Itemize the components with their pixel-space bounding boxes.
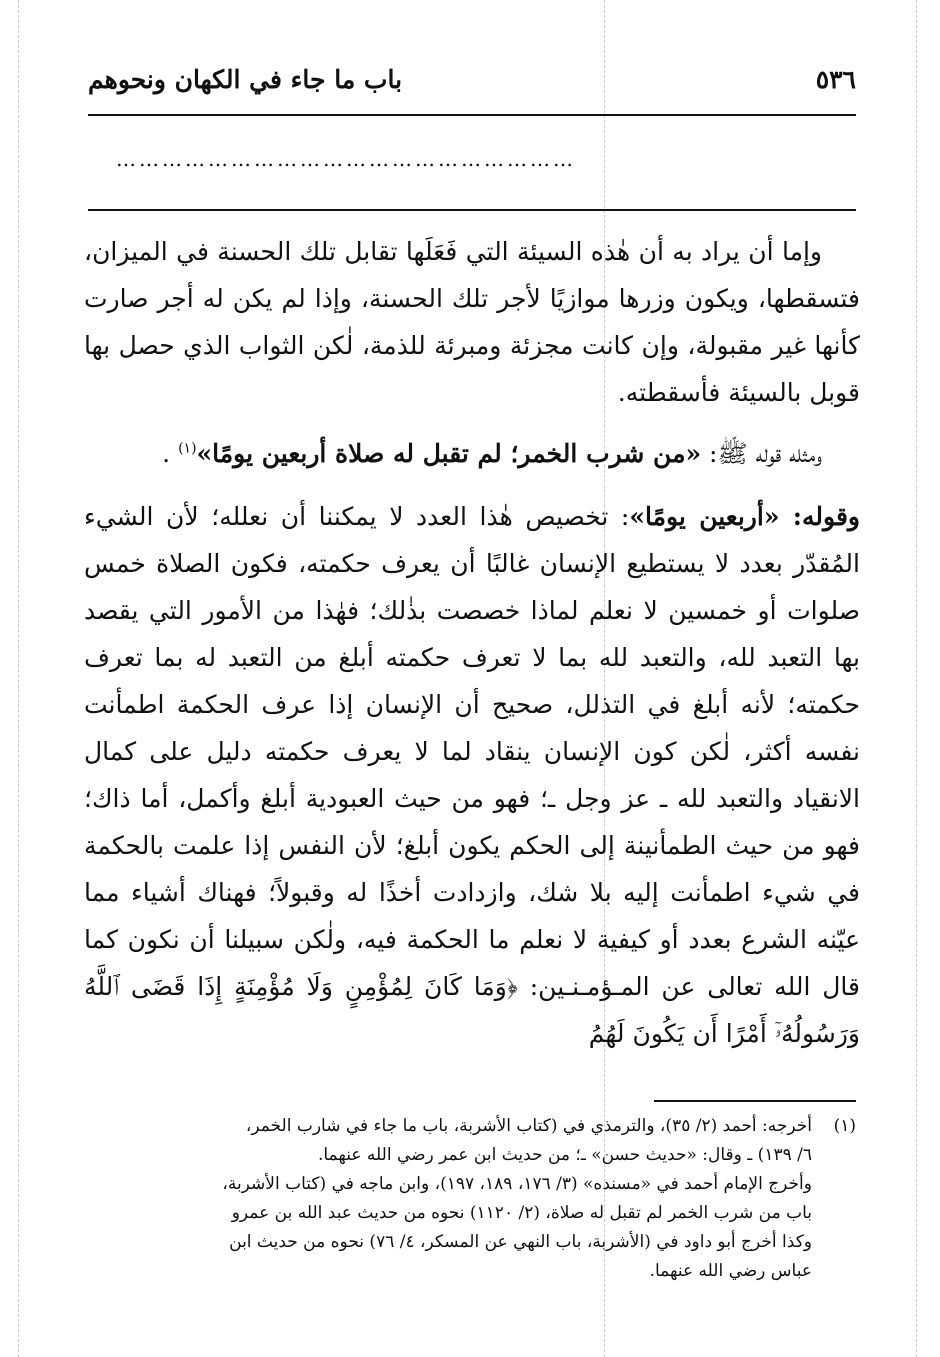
ellipsis-line: ……………………………………………………: [116, 147, 576, 169]
paragraph-2-lead: ومثله قوله ﷺ:: [701, 439, 822, 468]
footnote-line: وأخرج الإمام أحمد في «مسنده» (٣/ ١٧٦، ١٨٩، ١٩٧)، وابن ماجه في (كتاب الأشربة،: [222, 1174, 812, 1194]
footnote-rule: [654, 1100, 856, 1102]
paragraph-3-text: : تخصيص هٰذا العدد لا يمكننا أن نعلله؛ لأن الشيء المُقدّر بعدد لا يستطيع الإنسان غالبًا أن يعرف حكمته، فكون الصلاة خمس صلوات أو خمسين لا نعلم لماذا خصصت بذٰلك؛ فهٰذا من الأمور التي يقصد بها التعبد لله، والتعبد لله بما لا تعرف حكمته أبلغ من التعبد له بما تعرف حكمته؛ لأنه أبلغ في التذلل، صحيح أن الإنسان إذا عرف الحكمة اطمأنت نفسه أكثر، لٰكن كون الإنسان ينقاد لما لا يعرف حكمته دليل على كمال الانقياد والتعبد لله ـ عز وجل ـ؛ فهو من حيث العبودية أبلغ وأكمل، أما ذاك؛ فهو من حيث الطمأنينة إلى الحكم يكون أبلغ؛ لأن النفس إذا علمت بالحكمة في شيء اطمأنت إليه بلا شك، وازدادت أخذًا له وقبولاً؛ فهناك أشياء مما عيّنه الشرع بعدد أو كيفية لا نعلم ما الحكمة فيه، ولٰكن سبيلنا أن نكون كما قال الله تعالى عن المـؤمـنـين:: [84, 502, 860, 1001]
page-header: [88, 58, 856, 100]
scan-guide-line: [916, 0, 917, 1357]
footnote-line: عباس رضي الله عنهما.: [649, 1261, 812, 1281]
quran-verse: ﴿وَمَا كَانَ لِمُؤْمِنٍ وَلَا مُؤْمِنَةٍ إِذَا قَضَى ٱللَّهُ وَرَسُولُهُۥٓ أَمْرًا أَن يَكُونَ لَهُمُ: [84, 972, 860, 1048]
paragraph-2-end: .: [162, 439, 179, 468]
scan-guide-line: [18, 0, 19, 1357]
footnote-line: باب من شرب الخمر لم تقبل له صلاة، (٢/ ١١٢٠) نحوه من حديث عبد الله بن عمرو: [231, 1203, 812, 1223]
quoted-term: «أربعين يومًا»: [629, 502, 780, 531]
footnote-text: أخرجه: أحمد (٢/ ٣٥)، والترمذي في (كتاب الأشربة، باب ما جاء في شارب الخمر،: [245, 1116, 812, 1136]
page-number: ٥٣٦: [815, 64, 856, 94]
section-rule: [88, 209, 856, 211]
paragraph-2: [84, 430, 860, 477]
hadith-quote: «من شرب الخمر؛ لم تقبل له صلاة أربعين يومًا»: [196, 439, 702, 468]
footnote-number: (١): [833, 1116, 856, 1136]
paragraph-3: [84, 493, 860, 1057]
footnote-line: [96, 1112, 856, 1141]
footnotes: [96, 1112, 856, 1286]
paragraph-1: وإما أن يراد به أن هٰذه السيئة التي فَعَلَها تقابل تلك الحسنة في الميزان، فتسقطها، ويكون وزرها موازيًا لأجر تلك الحسنة، وإذا لم يكن له أجر صارت كأنها غير مقبولة، وإن كانت مجزئة ومبرئة للذمة، لٰكن الثواب الذي حصل بها قوبل بالسيئة فأسقطته.: [84, 237, 860, 407]
footnote-line: ٦/ ١٣٩) ـ وقال: «حديث حسن» ـ؛ من حديث ابن عمر رضي الله عنهما.: [317, 1145, 812, 1165]
chapter-title: باب ما جاء في الكهان ونحوهم: [88, 64, 403, 94]
footnote-line: وكذا أخرج أبو داود في (الأشربة، باب النهي عن المسكر، ٤/ ٧٦) نحوه من حديث ابن: [229, 1232, 812, 1252]
header-rule: [88, 114, 856, 116]
footnote-ref[interactable]: (١): [178, 440, 197, 457]
paragraph-3-lead: وقوله:: [779, 502, 860, 531]
main-text: [84, 228, 860, 1057]
